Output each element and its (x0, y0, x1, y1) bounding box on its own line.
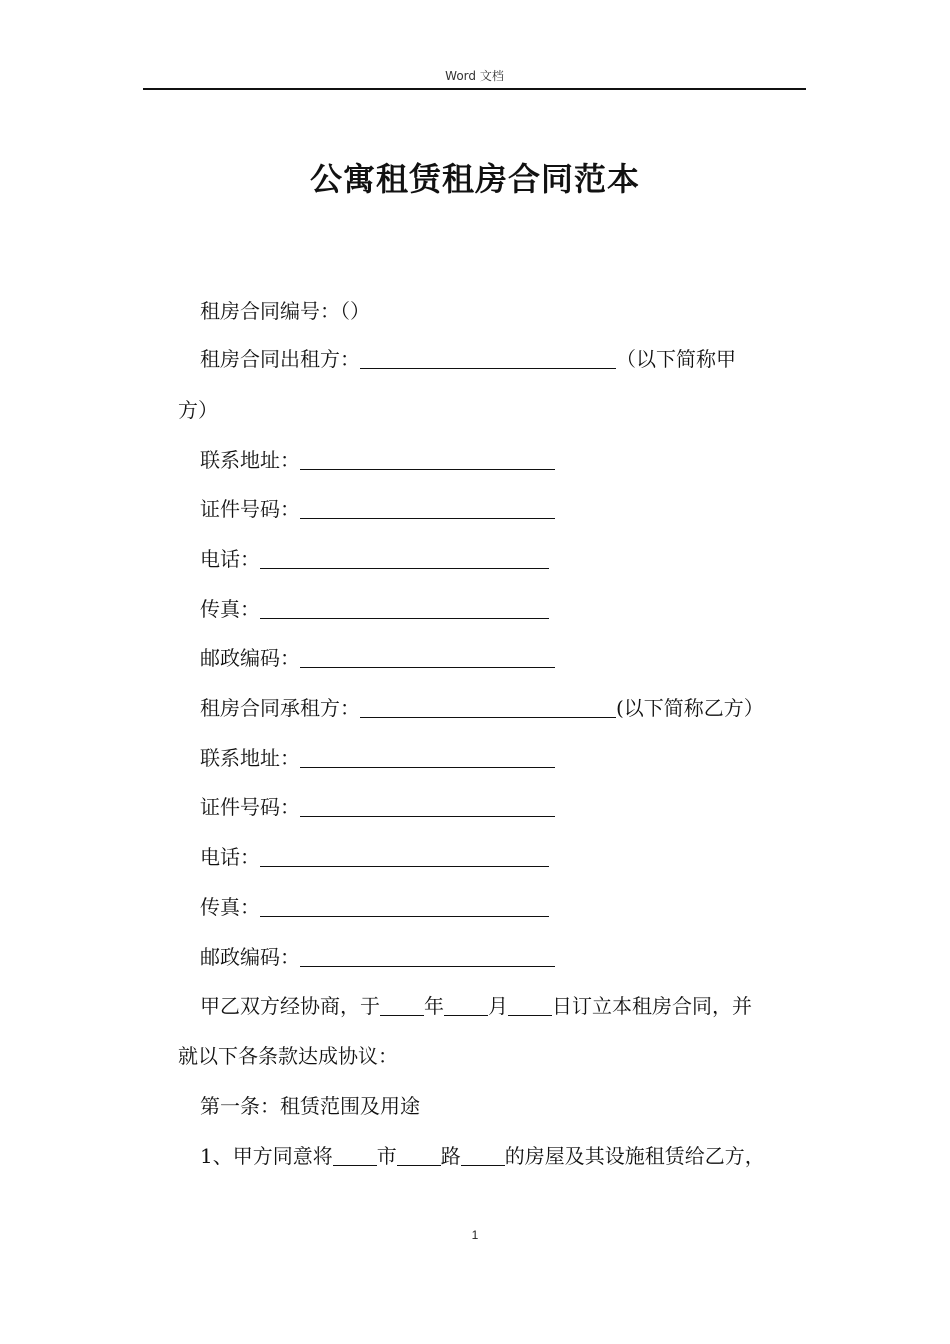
address-label: 联系地址： (200, 448, 300, 472)
lessor-address-line (200, 445, 555, 475)
month-label: 月 (488, 994, 508, 1018)
item-1-line (200, 1141, 765, 1171)
page-number: 1 (471, 1228, 479, 1242)
month-blank (444, 993, 488, 1016)
agreement-cont-text: 就以下各条款达成协议： (178, 1044, 398, 1068)
item-1-text-b: 的房屋及其设施租赁给乙方， (504, 1144, 765, 1168)
number-blank (461, 1143, 505, 1166)
header-text: Word 文档 (445, 69, 504, 83)
article-1-text: 第一条：租赁范围及用途 (200, 1094, 420, 1118)
zip-blank (300, 645, 555, 668)
lessor-suffix: （以下简称甲 (616, 347, 736, 371)
fax-label: 传真： (200, 895, 260, 919)
item-1-text-a: 1、甲方同意将 (200, 1144, 333, 1168)
article-1-heading (200, 1091, 420, 1121)
phone-label: 电话： (200, 547, 260, 571)
phone-blank (260, 844, 549, 867)
page-header (143, 66, 806, 90)
year-blank (380, 993, 424, 1016)
agreement-continuation (178, 1041, 398, 1071)
road-label: 路 (440, 1144, 461, 1168)
lessor-zip-line (200, 643, 555, 673)
contract-number-text: 租房合同编号：（） (200, 299, 370, 323)
fax-label: 传真： (200, 597, 260, 621)
phone-blank (260, 546, 549, 569)
id-label: 证件号码： (200, 795, 300, 819)
lessor-continuation (178, 395, 218, 425)
lessee-line (200, 693, 764, 723)
lessor-phone-line (200, 544, 549, 574)
lessee-phone-line (200, 842, 549, 872)
lessee-zip-line (200, 942, 555, 972)
agreement-line (200, 991, 752, 1021)
address-blank (300, 745, 555, 768)
day-blank (508, 993, 552, 1016)
address-blank (300, 447, 555, 470)
fax-blank (260, 596, 549, 619)
lessee-blank (360, 695, 616, 718)
zip-label: 邮政编码： (200, 945, 300, 969)
year-label: 年 (424, 994, 444, 1018)
lessor-label: 租房合同出租方： (200, 347, 360, 371)
zip-label: 邮政编码： (200, 646, 300, 670)
lessor-cont-text: 方） (178, 398, 218, 422)
lessee-suffix: (以下简称乙方） (616, 696, 764, 720)
address-label: 联系地址： (200, 746, 300, 770)
lessor-id-line (200, 494, 555, 524)
city-label: 市 (376, 1144, 397, 1168)
id-blank (300, 794, 555, 817)
id-label: 证件号码： (200, 497, 300, 521)
lessee-label: 租房合同承租方： (200, 696, 360, 720)
fax-blank (260, 894, 549, 917)
lessor-fax-line (200, 594, 549, 624)
contract-number-line (200, 296, 370, 326)
agreement-text-a: 甲乙双方经协商，于 (200, 994, 380, 1018)
road-blank (397, 1143, 441, 1166)
id-blank (300, 496, 555, 519)
lessee-fax-line (200, 892, 549, 922)
phone-label: 电话： (200, 845, 260, 869)
zip-blank (300, 944, 555, 967)
document-title: 公寓租赁租房合同范本 (309, 160, 640, 198)
agreement-text-b: 日订立本租房合同，并 (552, 994, 752, 1018)
lessee-id-line (200, 792, 555, 822)
lessor-line (200, 344, 736, 374)
lessee-address-line (200, 743, 555, 773)
lessor-blank (360, 346, 616, 369)
city-blank (333, 1143, 377, 1166)
